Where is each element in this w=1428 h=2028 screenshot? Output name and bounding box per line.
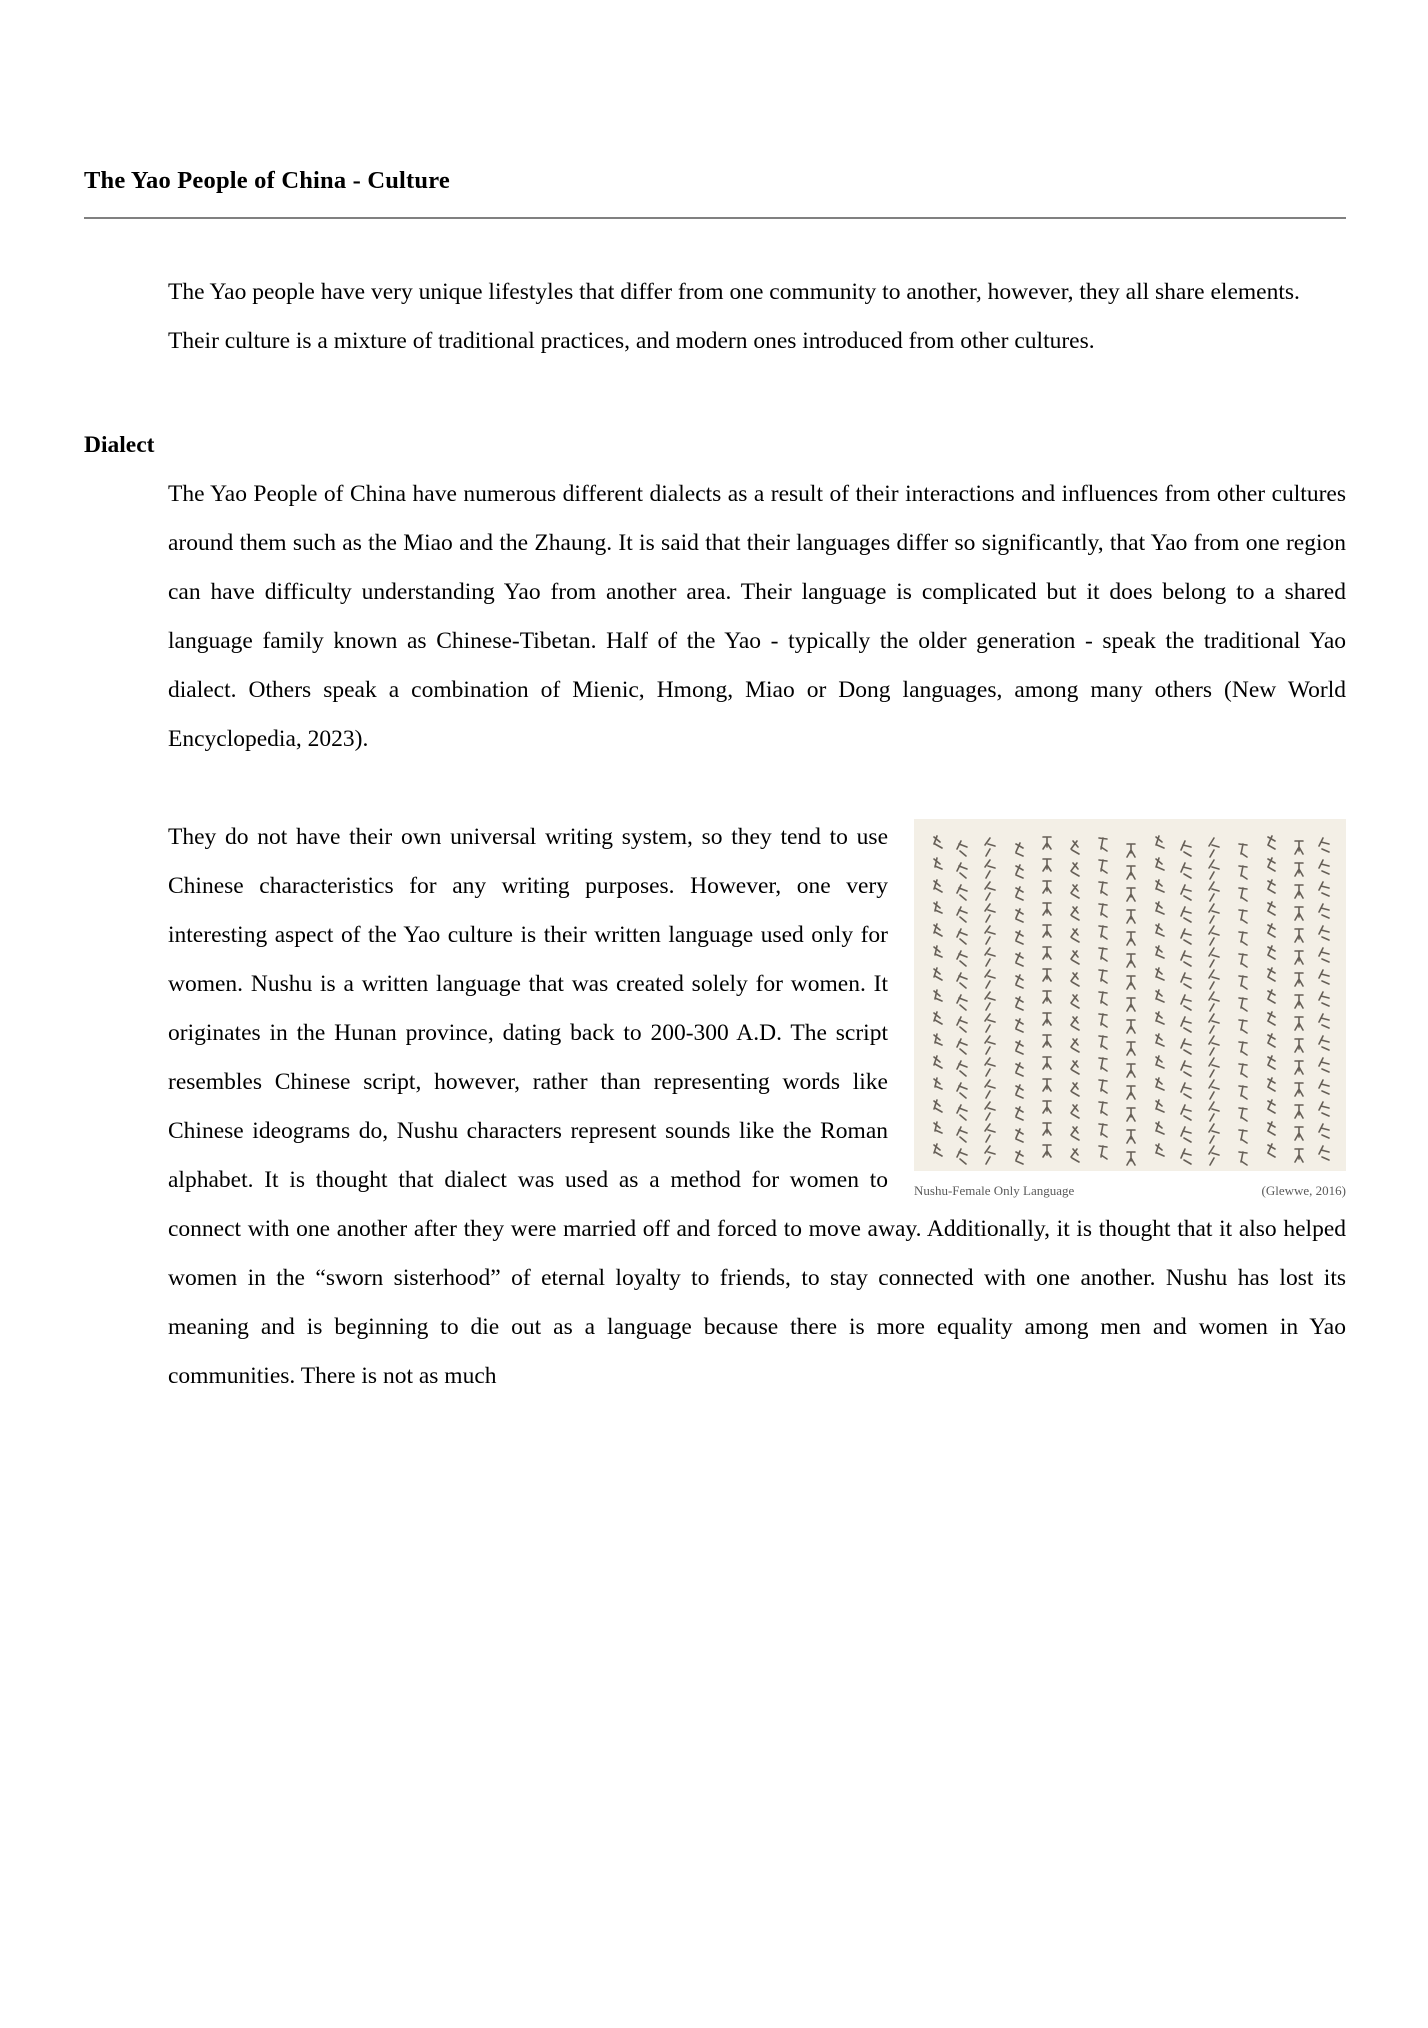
figure-nushu [914, 819, 1346, 1199]
figure-caption-row [914, 1183, 1346, 1199]
dialect-paragraph-2: They do not have their own universal writing system, so they tend to use Chinese characteristics for any writing purposes. However, one very interesting aspect of the Yao culture is their written language used only for women. Nushu is a written language that was created solely for women. It originates in the Hunan province, dating back to 200-300 A.D. The script resembles Chinese script, however, rather than representing words like Chinese ideograms do, Nushu characters represent sounds like the Roman alphabet. It is thought that dialect was used as a method for women to connect with one another after they were married off and forced to move away. Additionally, it is thought that it also helped women in the “sworn sisterhood” of eternal loyalty to friends, to stay connected with one another. Nushu has lost its meaning and is beginning to die out as a language because there is more equality among men and women in Yao communities. There is not as much [168, 824, 1346, 1389]
page-title: The Yao People of China - Culture [84, 167, 450, 194]
intro-paragraph: The Yao people have very unique lifestyles that differ from one community to another, however, they all share elements. Their culture is a mixture of traditional practices, and modern ones introduced from other cultures. [168, 279, 1300, 354]
spacer [84, 366, 1346, 421]
title-divider [84, 217, 1346, 219]
section-heading-dialect: Dialect [84, 432, 155, 458]
dialect-paragraph-2-block [168, 813, 1346, 1401]
spacer [84, 764, 1346, 813]
document-header [84, 168, 1346, 227]
nushu-manuscript-image [914, 819, 1346, 1171]
figure-caption: Nushu-Female Only Language [914, 1183, 1075, 1198]
figure-credit: (Glewwe, 2016) [1261, 1183, 1346, 1198]
document-body [84, 268, 1346, 1401]
dialect-paragraph-1: The Yao People of China have numerous different dialects as a result of their interactions and influences from other cultures around them such as the Miao and the Zhaung. It is said that their languages differ so significantly, that Yao from one region can have difficulty understanding Yao from another area. Their language is complicated but it does belong to a shared language family known as Chinese-Tibetan. Half of the Yao - typically the older generation - speak the traditional Yao dialect. Others speak a combination of Mienic, Hmong, Miao or Dong languages, among many others (New World Encyclopedia, 2023). [168, 481, 1346, 752]
